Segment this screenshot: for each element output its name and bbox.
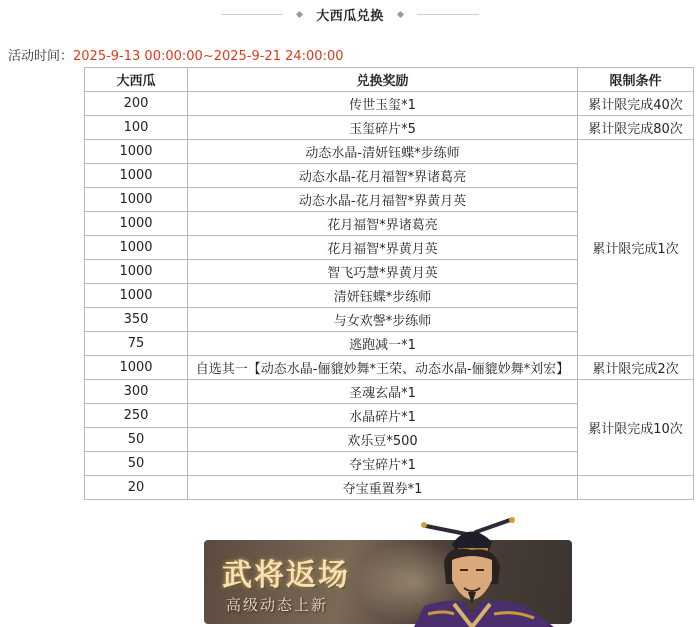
header-limit: 限制条件 [578,68,694,92]
reward-cell: 逃跑减一*1 [188,332,578,356]
exchange-table-body [85,92,694,500]
reward-cell: 自选其一【动态水晶-俪貔妙舞*王荣、动态水晶-俪貔妙舞*刘宏】 [188,356,578,380]
table-row [85,476,694,500]
limit-cell: 累计限完成40次 [578,92,694,116]
banner-subtitle: 高级动态上新 [226,596,329,614]
activity-time-range: 2025-9-13 00:00:00~2025-9-21 24:00:00 [73,49,344,64]
reward-cell: 花月福智*界黄月英 [188,236,578,260]
reward-cell: 夺宝重置券*1 [188,476,578,500]
cost-cell: 350 [85,308,188,332]
reward-cell: 动态水晶-清妍钰蝶*步练师 [188,140,578,164]
header-cost: 大西瓜 [85,68,188,92]
reward-cell: 与女欢謦*步练师 [188,308,578,332]
limit-cell: 累计限完成10次 [578,380,694,476]
cost-cell: 1000 [85,284,188,308]
cost-cell: 1000 [85,260,188,284]
title-line-left [221,14,283,15]
reward-cell: 夺宝碎片*1 [188,452,578,476]
cost-cell: 1000 [85,356,188,380]
table-row [85,356,694,380]
reward-cell: 传世玉玺*1 [188,92,578,116]
cost-cell: 50 [85,428,188,452]
cost-cell: 1000 [85,212,188,236]
cost-cell: 100 [85,116,188,140]
reward-cell: 动态水晶-花月福智*界黄月英 [188,188,578,212]
cost-cell: 75 [85,332,188,356]
page-title: 大西瓜兑换 [316,8,384,24]
reward-cell: 智飞巧慧*界黄月英 [188,260,578,284]
cost-cell: 200 [85,92,188,116]
cost-cell: 1000 [85,164,188,188]
reward-cell: 圣魂玄晶*1 [188,380,578,404]
exchange-table [84,67,694,500]
limit-cell [578,476,694,500]
cost-cell: 250 [85,404,188,428]
table-row [85,380,694,404]
title-line-right [417,14,479,15]
title-diamond-right-icon [397,10,404,17]
table-row [85,116,694,140]
banner-title: 武将返场 [222,558,350,593]
limit-cell: 累计限完成2次 [578,356,694,380]
table-row [85,92,694,116]
activity-time [8,45,344,64]
cost-cell: 50 [85,452,188,476]
table-row [85,140,694,164]
limit-cell: 累计限完成80次 [578,116,694,140]
reward-cell: 欢乐豆*500 [188,428,578,452]
header-reward: 兑换奖励 [188,68,578,92]
section-title-bar [0,0,700,28]
reward-cell: 玉玺碎片*5 [188,116,578,140]
title-diamond-left-icon [296,10,303,17]
cost-cell: 1000 [85,140,188,164]
table-header-row [85,68,694,92]
reward-cell: 清妍钰蝶*步练师 [188,284,578,308]
cost-cell: 20 [85,476,188,500]
activity-time-label: 活动时间： [8,49,74,64]
reward-cell: 水晶碎片*1 [188,404,578,428]
cost-cell: 300 [85,380,188,404]
cost-cell: 1000 [85,236,188,260]
general-portrait-illustration [414,514,560,627]
limit-cell: 累计限完成1次 [578,140,694,356]
cost-cell: 1000 [85,188,188,212]
reward-cell: 动态水晶-花月福智*界诸葛亮 [188,164,578,188]
reward-cell: 花月福智*界诸葛亮 [188,212,578,236]
